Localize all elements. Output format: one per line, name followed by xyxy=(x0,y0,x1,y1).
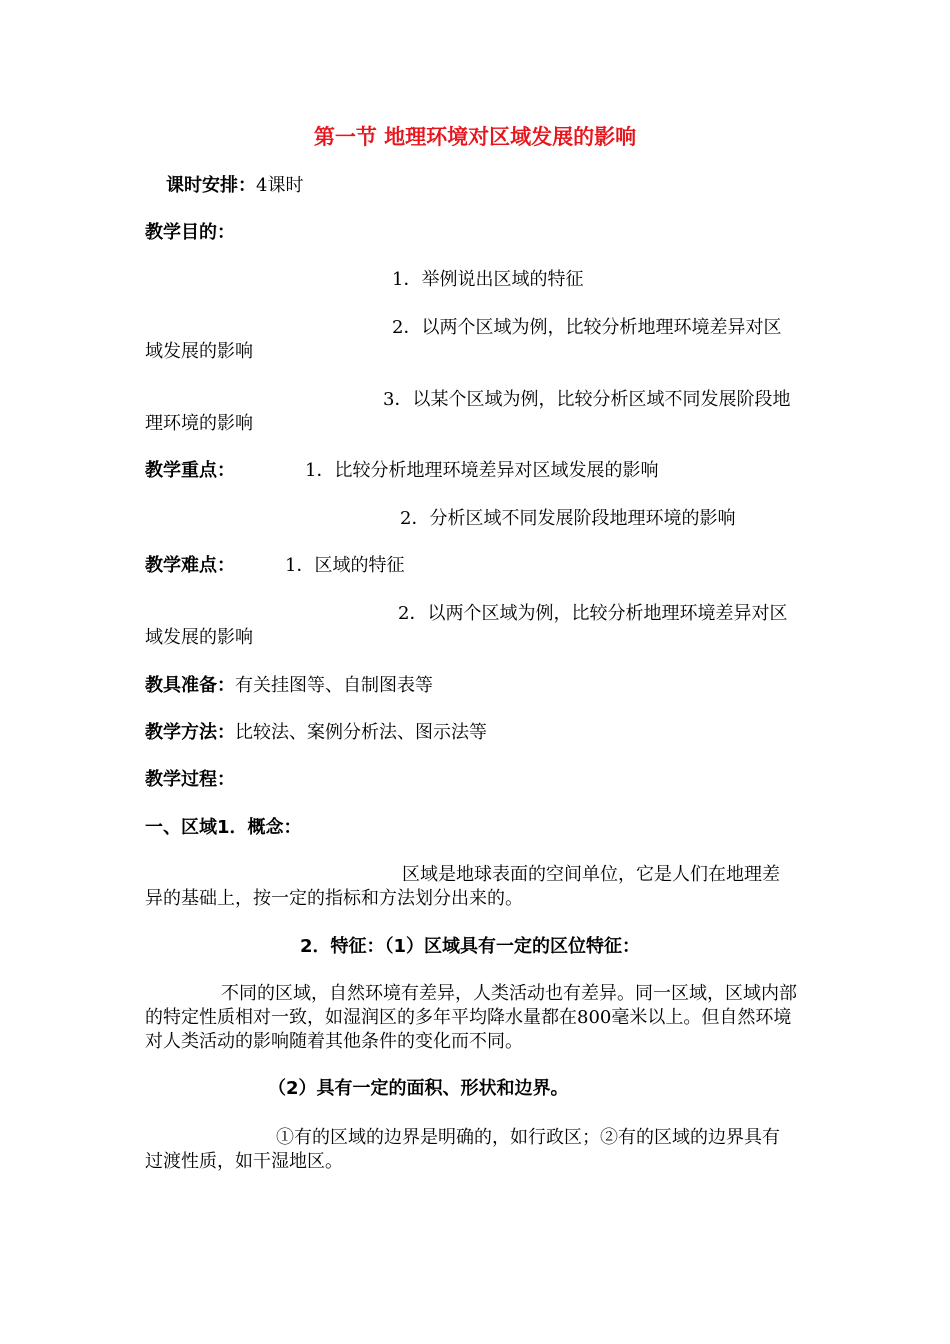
methods-label: 教学方法： xyxy=(145,722,235,743)
boundary-line-1: ①有的区域的边界是明确的，如行政区；②有的区域的边界具有 xyxy=(276,1127,780,1148)
process-label: 教学过程： xyxy=(145,769,235,790)
key-point-1: 1．比较分析地理环境差异对区域发展的影响 xyxy=(305,460,659,481)
goal-item-2: 2．以两个区域为例，比较分析地理环境差异对区 xyxy=(392,317,782,338)
goals-label: 教学目的： xyxy=(145,222,235,243)
key-point-2: 2．分析区域不同发展阶段地理环境的影响 xyxy=(400,508,736,529)
feature-heading: 2．特征：（1）区域具有一定的区位特征： xyxy=(300,936,641,957)
tools-value: 有关挂图等、自制图表等 xyxy=(235,675,433,696)
concept-line-1: 区域是地球表面的空间单位，它是人们在地理差 xyxy=(402,864,780,885)
feature2-heading: （2）具有一定的面积、形状和边界。 xyxy=(268,1078,569,1099)
concept-line-2: 异的基础上，按一定的指标和方法划分出来的。 xyxy=(145,888,523,909)
schedule-value: 4课时 xyxy=(256,175,304,196)
feature-paragraph: 不同的区域，自然环境有差异，人类活动也有差异。同一区域，区域内部的特定性质相对一致，如湿润区的多年平均降水量都在800毫米以上。但自然环境对人类活动的影响随着其他条件的变化而不同。 xyxy=(145,983,797,1052)
difficulty-2: 2．以两个区域为例，比较分析地理环境差异对区 xyxy=(398,603,788,624)
difficulties-label: 教学难点： xyxy=(145,555,235,576)
methods-value: 比较法、案例分析法、图示法等 xyxy=(235,722,487,743)
section1-heading: 一、区域1．概念： xyxy=(145,817,302,838)
tools-row xyxy=(145,674,807,698)
schedule-row xyxy=(166,174,828,198)
goal-item-3-cont: 理环境的影响 xyxy=(145,413,253,434)
difficulty-1: 1．区域的特征 xyxy=(285,555,405,576)
page-title: 第一节 地理环境对区域发展的影响 xyxy=(313,125,637,149)
key-points-label: 教学重点： xyxy=(145,460,235,481)
key-points-row xyxy=(145,459,807,483)
goal-item-3: 3．以某个区域为例，比较分析区域不同发展阶段地 xyxy=(383,389,791,410)
goal-item-1: 1．举例说出区域的特征 xyxy=(392,269,584,290)
goal-item-2-cont: 域发展的影响 xyxy=(145,341,253,362)
methods-row xyxy=(145,721,807,745)
difficulty-2-cont: 域发展的影响 xyxy=(145,627,253,648)
tools-label: 教具准备： xyxy=(145,675,235,696)
schedule-label: 课时安排： xyxy=(166,175,256,196)
boundary-line-2: 过渡性质，如干湿地区。 xyxy=(145,1151,343,1172)
difficulties-row xyxy=(145,554,807,578)
